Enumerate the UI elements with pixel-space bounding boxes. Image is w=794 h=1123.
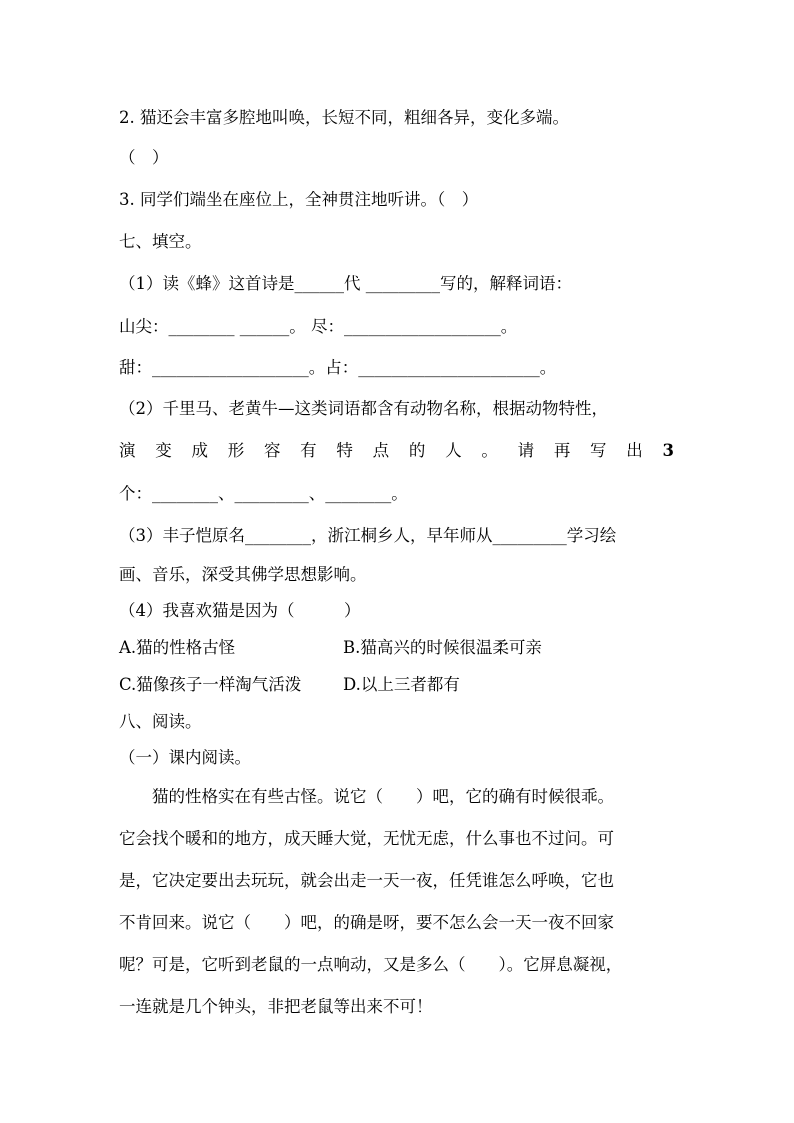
- fill-2-char: 的: [408, 441, 426, 460]
- question-3: 3. 同学们端坐在座位上，全神贯注地听讲。（ ）: [119, 190, 479, 209]
- passage-line: 呢？可是，它听到老鼠的一点响动，又是多么（ ）。它屏息凝视，: [119, 955, 623, 974]
- passage-line: 是，它决定要出去玩玩，就会出走一天一夜，任凭谁怎么呼唤，它也: [119, 871, 614, 890]
- fill-1-definitions-a: 山尖：________ ______。 尽：___________________。: [119, 317, 518, 336]
- option-d: D.以上三者都有: [343, 675, 460, 694]
- fill-2-char: 。: [481, 441, 498, 460]
- fill-2-char: 成: [191, 441, 208, 460]
- passage-line: 它会找个暖和的地方，成天睡大觉，无忧无虑，什么事也不过问。可: [119, 829, 614, 848]
- question-2-answer-paren: （ ）: [119, 148, 169, 167]
- fill-2-char: 3: [662, 441, 674, 460]
- reading-passage: [119, 776, 675, 1028]
- fill-4-prompt: （4）我喜欢猫是因为（ ）: [119, 601, 361, 620]
- passage-line: 不肯回来。说它（ ）吧，的确是呀，要不怎么会一天一夜不回家: [119, 913, 614, 932]
- fill-2-prompt: （2）千里马、老黄牛—这类词语都含有动物名称，根据动物特性，: [119, 399, 608, 418]
- passage-line: 一连就是几个钟头，非把老鼠等出来不可！: [119, 997, 433, 1016]
- fill-2-char: 写: [590, 441, 607, 460]
- fill-2-char: 形: [227, 441, 245, 460]
- option-a: A.猫的性格古怪: [119, 638, 236, 657]
- fill-2-char: 容: [263, 441, 281, 460]
- passage-line: 猫的性格实在有些古怪。说它（ ）吧，它的确有时候很乖。: [119, 787, 614, 806]
- fill-2-char: 演: [119, 441, 136, 460]
- fill-3-continuation: 画、音乐，深受其佛学思想影响。: [119, 565, 367, 584]
- section-8-heading: 八、阅读。: [119, 712, 202, 731]
- fill-2-blanks: 个：________、_________、________。: [119, 484, 408, 503]
- fill-2-char: 再: [553, 441, 571, 460]
- fill-2-justified-line: [119, 439, 674, 463]
- fill-3-prompt: （3）丰子恺原名________，浙江桐乡人，早年师从_________学习绘: [119, 526, 617, 545]
- option-c: C.猫像孩子一样淘气活泼: [119, 675, 302, 694]
- fill-2-char: 特: [336, 441, 353, 460]
- fill-2-char: 人: [445, 441, 462, 460]
- reading-subheading: （一）课内阅读。: [119, 748, 251, 767]
- section-7-heading: 七、填空。: [119, 232, 202, 251]
- fill-2-char: 变: [155, 441, 172, 460]
- fill-2-char: 有: [300, 441, 317, 460]
- option-b: B.猫高兴的时候很温柔可亲: [343, 638, 542, 657]
- fill-1-definitions-b: 甜：___________________。占：______________________。: [119, 358, 557, 377]
- fill-2-char: 点: [372, 441, 390, 460]
- fill-1-prompt: （1）读《蜂》这首诗是______代 _________写的，解释词语：: [119, 274, 572, 293]
- question-2: 2. 猫还会丰富多腔地叫唤，长短不同，粗细各异，变化多端。: [119, 108, 569, 127]
- fill-2-char: 出: [626, 441, 643, 460]
- fill-2-char: 请: [517, 441, 535, 460]
